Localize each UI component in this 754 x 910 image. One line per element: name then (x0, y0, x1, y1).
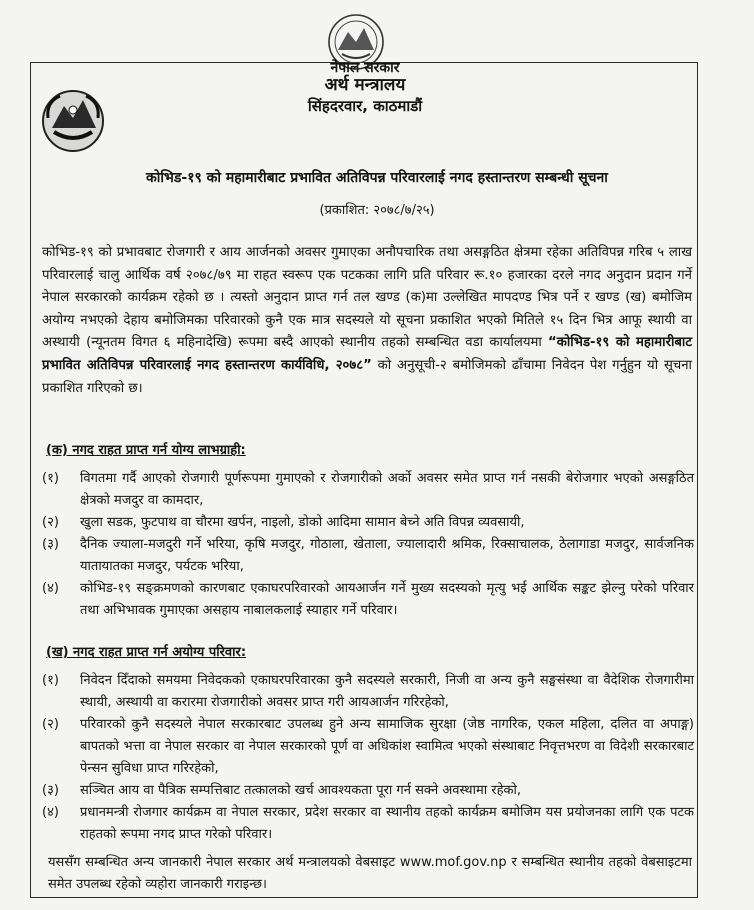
section-b-heading: (ख) नगद राहत प्राप्त गर्न अयोग्य परिवार: (46, 645, 247, 660)
list-item (42, 780, 694, 802)
issuer-ministry: अर्थ मन्त्रालय (324, 75, 406, 96)
list-item (42, 714, 694, 780)
item-number: (१) (42, 673, 59, 688)
item-number: (१) (42, 471, 59, 486)
notice-title: कोभिड-१९ को महामारीबाट प्रभावित अतिविपन्न परिवारलाई नगद हस्तान्तरण सम्बन्धी सूचना (146, 170, 608, 186)
item-text: खुला सडक, फुटपाथ वा चौरमा खर्पन, नाइलो, डोको आदिमा सामान बेच्ने अति विपन्न व्यवसायी, (80, 515, 525, 530)
nepal-emblem (40, 88, 106, 154)
published-date: (प्रकाशित: २०७८/७/२५) (319, 203, 435, 218)
item-text: प्रधानमन्त्री रोजगार कार्यक्रम वा नेपाल सरकार, प्रदेश सरकार वा स्थानीय तहको कार्यक्रम बमोजिम यस प्रयोजनका लागि एक पटक राहतको रूपमा नगद प्राप्त गरेको परिवार। (80, 805, 694, 842)
item-number: (३) (42, 537, 59, 552)
item-number: (३) (42, 783, 59, 798)
item-number: (२) (42, 717, 59, 732)
section-a-list (42, 468, 694, 622)
item-text: परिवारको कुनै सदस्यले नेपाल सरकारबाट उपलब्ध हुने अन्य सामाजिक सुरक्षा (जेष्ठ नागरिक, एकल महिला, दलित वा अपाङ्ग) बापतको भत्ता वा नेपाल सरकार वा नेपाल सरकारको पूर्ण वा अधिकांश स्वामित्व भएको संस्थाबाट निवृत्तभरण वा विदेशी सरकारबाट पेन्सन सुविधा प्राप्त गरिरहेको, (80, 717, 694, 776)
list-item (42, 578, 694, 622)
item-text: निवेदन दिँदाको समयमा निवेदकको एकाघरपरिवारका कुनै सदस्यले सरकारी, निजी वा अन्य कुनै सङ्घसंस्था वा वैदेशिक रोजगारीमा स्थायी, अस्थायी वा करारमा रोजगारीको अवसर प्राप्त गरी आयआर्जन गरिरहेको, (80, 673, 694, 710)
issuer-address: सिंहदरवार, काठमाडौं (307, 96, 423, 115)
issuer-header (290, 60, 440, 115)
section-a-heading: (क) नगद राहत प्राप्त गर्न योग्य लाभग्राही: (46, 443, 246, 458)
footer-note: यससँग सम्बन्धित अन्य जानकारी नेपाल सरकार अर्थ मन्त्रालयको वेबसाइट www.mof.gov.np र सम्बन्धित स्थानीय तहको वेबसाइटमा समेत उपलब्ध रहेको व्यहोरा जानकारी गराइन्छ। (48, 855, 692, 892)
issuer-government: नेपाल सरकार (330, 60, 400, 76)
procedure-name: “कोभिड-१९ को महामारीबाट प्रभावित अतिविपन्न परिवारलाई नगद हस्तान्तरण कार्यविधि, २०७८” (42, 335, 692, 373)
item-number: (४) (42, 581, 59, 596)
item-number: (२) (42, 515, 59, 530)
item-text: सञ्चित आय वा पैत्रिक सम्पत्तिबाट तत्कालको खर्च आवश्यकता पूरा गर्न सक्ने अवस्थामा रहेको, (80, 783, 521, 798)
item-text: दैनिक ज्याला-मजदुरी गर्ने भरिया, कृषि मजदुर, गोठाला, खेताला, ज्यालादारी श्रमिक, रिक्साचालक, ठेलागाडा मजदुर, सार्वजनिक यातायातका मजदुर, पर्यटक भरिया, (80, 537, 694, 574)
item-text: विगतमा गर्दै आएको रोजगारी पूर्णरूपमा गुमाएको र रोजगारीको अर्को अवसर समेत प्राप्त गर्न नसकी बेरोजगार भएको असङ्गठित क्षेत्रको मजदुर वा कामदार, (80, 471, 694, 508)
section-b-list (42, 670, 694, 846)
item-number: (४) (42, 805, 59, 820)
intro-text-1: कोभिड-१९ को प्रभावबाट रोजगारी र आय आर्जनको अवसर गुमाएका अनौपचारिक तथा असङ्गठित क्षेत्रमा रहेका अतिविपन्न गरिब ५ लाख परिवारलाई चालु आर्थिक वर्ष २०७८/७९ मा राहत स्वरूप एक पटकका लागि प्रति परिवार रू.१० हजारका दरले नगद अनुदान प्रदान गर्ने नेपाल सरकारको कार्यक्रम रहेको छ । त्यस्तो अनुदान प्राप्त गर्न तल खण्ड (क)मा उल्लेखित मापदण्ड भित्र पर्ने र खण्ड (ख) बमोजिम अयोग्य नभएको देहाय बमोजिमका परिवारको कुनै एक मात्र सदस्यले यो सूचना प्रकाशित भएको मितिले १५ दिन भित्र आफू स्थायी वा अस्थायी (न्यूनतम विगत ६ महिनादेखि) रूपमा बस्दै आएको स्थानीय तहको सम्बन्धित वडा कार्यालयमा (42, 245, 692, 351)
intro-text-2: को अनुसूची-२ बमोजिमको ढाँचामा निवेदन पेश गर्नुहुन यो सूचना प्रकाशित गरिएको छ। (42, 357, 692, 396)
list-item (42, 512, 694, 534)
list-item (42, 802, 694, 846)
list-item (42, 534, 694, 578)
list-item (42, 468, 694, 512)
list-item (42, 670, 694, 714)
item-text: कोभिड-१९ सङ्क्रमणको कारणबाट एकाघरपरिवारको आयआर्जन गर्ने मुख्य सदस्यको मृत्यु भई आर्थिक सङ्कट झेल्नु परेको परिवार तथा अभिभावक गुमाएका असहाय नाबालकलाई स्याहार गर्ने परिवार। (80, 581, 694, 618)
intro-paragraph (42, 242, 692, 400)
